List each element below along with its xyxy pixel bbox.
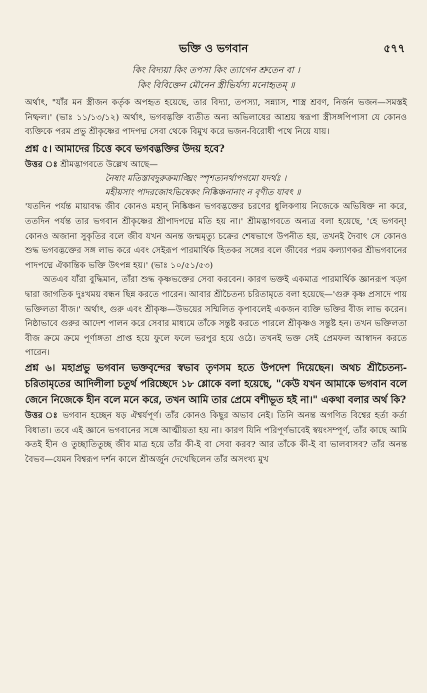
question-label: প্রশ্ন ৫। [25, 143, 52, 155]
answer-intro: শ্রীমদ্ভাগবতে উল্লেখ আছে— [60, 159, 158, 170]
page-header [0, 40, 427, 56]
paragraph: অতএব যাঁরা বুদ্ধিমান, তাঁরা শুদ্ধ কৃষ্ণভক্তের সেবা করবেন। কারণ ভক্তই একমাত্র পারমার্থিক জ্ঞানরূপ খড়্গ দ্বারা জাগতিক দুঃখময় বন্ধন ছিন্ন করতে পারেন। আবার শ্রীচৈতন্য চরিতামৃতে বলা হয়েছে—'গুরু কৃষ্ণ প্রসাদে পায় ভক্তিলতা বীজ।' অর্থাৎ, গুরু এবং শ্রীকৃষ্ণ—উভয়ের সম্মিলিত কৃপাবলেই একজন ব্যক্তি ভক্তির বীজ লাভ করেন। নিষ্ঠাভাবে গুরুর আদেশ পালন করে সেবার মাধ্যমে তাঁকে সন্তুষ্ট করতে পারলে শ্রীকৃষ্ণও সন্তুষ্ট হন। তখন ভক্তিলতা বীজ ক্রমে ক্রমে পূর্ণাঙ্গতা প্রাপ্ত হয়ে ফুলে ফলে ভরপুর হয়ে ওঠে। তখনই ভক্ত সেই প্রেমফল আস্বাদন করতে পারেন। [25, 275, 407, 359]
page-body [25, 64, 407, 467]
sanskrit-verse-block [25, 64, 407, 94]
page-number: ৫৭৭ [383, 42, 405, 55]
question-6 [25, 361, 407, 409]
answer-6 [25, 409, 407, 467]
paragraph: অর্থাৎ, "যাঁর মন স্ত্রীজন কর্তৃক অপহৃত হয়েছে, তার বিদ্যা, তপস্যা, সন্ন্যাস, শাস্ত্র শ্রবণ, নির্জন ভজন—সমস্তই নিষ্ফল।' (ভাঃ ১১/১৩/১২) অর্থাৎ, ভগবদ্ভক্তি ব্যতীত অন্য অভিলাষের আশ্রয় স্বরূপা স্ত্রীসঙ্গপিপাসা যে কোনও ব্যক্তিকে পরম প্রভু শ্রীকৃষ্ণের পাদপদ্ম সেবা থেকে বিমুখ করে ভজন-বিরোধী পথে নিয়ে যায়। [25, 98, 407, 138]
question-text: আমাদের চিত্তে কবে ভগবদ্ভক্তির উদয় হবে? [55, 143, 225, 155]
answer-5-body: 'যতদিন পর্যন্ত মায়াবদ্ধ জীব কোনও মহান্‌ নিষ্কিঞ্চন ভগবদ্ভক্তের চরণের ধুলিকণায় নিজেকে অভিষিক্ত না করে, ততদিন পর্যন্ত তার ভগবান শ্রীকৃষ্ণের শ্রীপাদপদ্মে মতি হয় না।' শ্রীমদ্ভাগবতে অন্যত্র বলা হয়েছে, 'হে ভগবন্‌! কোনও অজানা সুকৃতির বলে জীব যখন অনন্ত জন্মমৃত্যু চক্রের শেষভাগে উপনীত হয়, তখনই দৈবাৎ সে কোনও শুদ্ধ ভগবদ্ভক্তের সঙ্গ লাভ করে এবং সেইরূপ পারমার্থিক হিতকর সঙ্গের বলে জীবের পরম কল্যাণকর শ্রীভগবানের পাদপদ্মে ঐকান্তিক ভক্তি উৎপন্ন হয়।' (ভাঃ ১০/৫১/৫৩) [25, 202, 407, 271]
verse-line: মহীয়সাং পাদরজোঽভিষেকং নিষ্কিঞ্চনানাং ন বৃণীত যাবৎ ॥ [105, 188, 301, 199]
verse-line: নৈষাং মতিস্তাবদুরুক্রমাঙ্ঘ্রিং স্পৃশত্যনর্থাপগমো যদর্থঃ । [105, 174, 287, 185]
answer-5-intro [25, 158, 407, 173]
verse-line: কিং বিদ্যয়া কিং তপসা কিং ত্যাগেন শ্রুতেন বা । [132, 66, 300, 76]
answer-5-verse [25, 172, 407, 200]
answer-body: ভগবান হচ্ছেন ষড় ঐশ্বর্যপূর্ণ। তাঁর কোনও কিছুর অভাব নেই। তিনি অনন্ত অগণিত বিশ্বের হর্তা কর্তা বিধাতা। তবে এই জ্ঞানে ভগবানের সঙ্গে আত্মীয়তা হয় না। কারণ যিনি পরিপূর্ণভাবেই স্বয়ংসম্পূর্ণ, তাঁর কাছে আমি কতই হীন ও তুচ্ছাতিতুচ্ছ জীব মাত্র হয়ে তাঁর কী-ই বা সেবা করব? আর তাঁকে কী-ই বা ভালবাসব? তাঁর অনন্ত বৈভব—যেমন বিশ্বরূপ দর্শন কালে শ্রীঅর্জুন দেখেছিলেন তাঁর অসংখ্য মুখ [25, 410, 408, 465]
answer-label: উত্তর ঃ [25, 410, 59, 421]
answer-label: উত্তর ঃ [25, 159, 58, 170]
running-title: ভক্তি ও ভগবান [178, 42, 249, 55]
question-text: মহাপ্রভু ভগবান ভক্তবৃন্দের স্বভাব তৃণসম হতে উপদেশ দিয়েছেন। অথচ শ্রীচৈতন্য-চরিতামৃতের আদিলীলা চতুর্থ পরিচ্ছেদে ১৮ শ্লোকে বলা হয়েছে, "কেউ যখন আমাকে ভগবান বলে জেনে নিজেকে হীন বলে মনে করে, তখন আমি তার প্রেমে বশীভূত হই না।" একথা বলার অর্থ কি? [25, 362, 407, 406]
question-label: প্রশ্ন ৬। [25, 362, 56, 374]
verse-line: কিং বিবিক্তেন মৌনেন স্ত্রীভির্যস্য মনোহৃতম্‌ ॥ [137, 81, 295, 91]
question-5 [25, 142, 407, 158]
